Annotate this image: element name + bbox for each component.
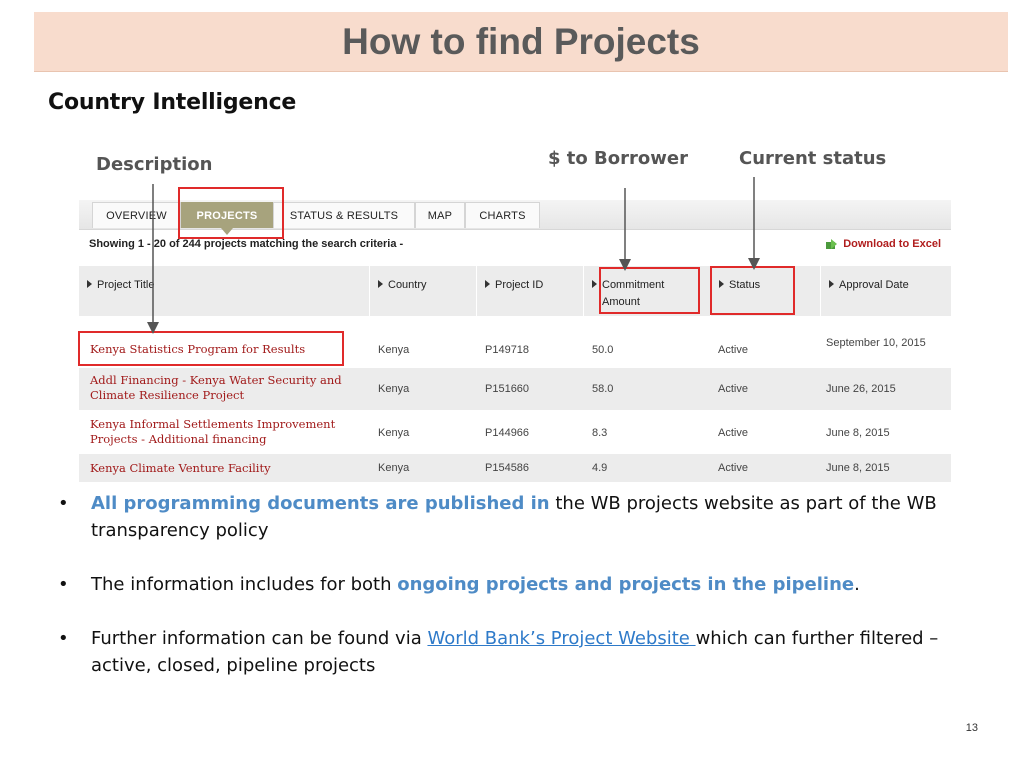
section-title: Country Intelligence <box>48 90 297 115</box>
highlight-box-status <box>710 266 795 315</box>
country-cell: Kenya <box>378 383 410 395</box>
amount-cell: 4.9 <box>592 462 608 474</box>
approval-date-cell: June 26, 2015 <box>826 383 896 395</box>
tab-overview[interactable]: OVERVIEW <box>92 202 181 228</box>
bullet-dot: • <box>58 493 69 514</box>
country-cell: Kenya <box>378 462 410 474</box>
bullet-2-end: . <box>854 574 860 595</box>
table-row <box>79 410 951 454</box>
col-commitment-amount[interactable]: Commitment Amount <box>584 266 711 316</box>
project-id-cell: P144966 <box>485 427 530 439</box>
amount-cell: 58.0 <box>592 383 614 395</box>
approval-date-cell: September 10, 2015 <box>826 337 926 349</box>
results-count: Showing 1 - 20 of 244 projects matching the search criteria - <box>89 238 404 250</box>
table-row <box>79 454 951 482</box>
bullet-3-text: Further information can be found via <box>91 628 428 649</box>
sort-triangle-icon <box>829 280 834 288</box>
tab-map[interactable]: MAP <box>415 202 465 228</box>
col-status[interactable]: Status <box>711 266 821 316</box>
status-cell: Active <box>718 383 748 395</box>
excel-download-icon <box>825 239 838 250</box>
bullet-2-highlight: ongoing projects and projects in the pipeline <box>397 574 855 595</box>
project-title-link[interactable]: Kenya Statistics Program for Results <box>90 342 306 356</box>
project-title-link[interactable]: Kenya Informal Settlements Improvement Projects - Additional financing <box>90 417 336 446</box>
highlight-box-commitment-amount <box>599 267 700 314</box>
project-id-cell: P154586 <box>485 462 530 474</box>
tab-status-results[interactable]: STATUS & RESULTS <box>273 202 415 228</box>
download-to-excel-link[interactable] <box>825 238 941 250</box>
project-title-link[interactable]: Addl Financing - Kenya Water Security and Climate Resilience Project <box>90 373 342 402</box>
bullet-dot: • <box>58 628 69 649</box>
sort-triangle-icon <box>592 280 597 288</box>
download-label: Download to Excel <box>843 238 941 250</box>
col-project-id[interactable]: Project ID <box>477 266 584 316</box>
col-country[interactable]: Country <box>370 266 477 316</box>
callout-current-status: Current status <box>739 148 887 169</box>
sort-triangle-icon <box>485 280 490 288</box>
highlight-box-projects-tab <box>178 187 284 239</box>
project-id-cell: P151660 <box>485 383 530 395</box>
table-header <box>79 266 951 316</box>
col-project-title[interactable]: Project Title <box>79 266 370 316</box>
amount-cell: 8.3 <box>592 427 608 439</box>
highlight-box-project-title <box>78 331 344 366</box>
amount-cell: 50.0 <box>592 344 614 356</box>
approval-date-cell: June 8, 2015 <box>826 427 890 439</box>
bullet-3-rest: which can further filtered – active, closed, pipeline projects <box>91 628 939 676</box>
approval-date-cell: June 8, 2015 <box>826 462 890 474</box>
status-cell: Active <box>718 427 748 439</box>
bullet-dot: • <box>58 574 69 595</box>
country-cell: Kenya <box>378 344 410 356</box>
col-approval-date[interactable]: Approval Date <box>821 266 951 316</box>
page-number: 13 <box>965 722 978 734</box>
slide-title: How to find Projects <box>342 20 700 62</box>
tab-charts[interactable]: CHARTS <box>465 202 540 228</box>
callout-description: Description <box>96 154 213 175</box>
world-bank-project-website-link[interactable]: World Bank’s Project Website <box>427 628 696 649</box>
bullet-2-text: The information includes for both <box>91 574 398 595</box>
bullet-1-text: the WB projects website as part of the WB transparency policy <box>91 493 937 541</box>
country-cell: Kenya <box>378 427 410 439</box>
bullet-1-highlight: All programming documents are published in <box>91 493 550 514</box>
sort-triangle-icon <box>87 280 92 288</box>
status-cell: Active <box>718 462 748 474</box>
project-title-link[interactable]: Kenya Climate Venture Facility <box>90 461 271 475</box>
tab-projects[interactable]: PROJECTS <box>181 202 273 228</box>
title-band <box>34 12 1008 72</box>
table-row <box>79 368 951 410</box>
status-cell: Active <box>718 344 748 356</box>
sort-triangle-icon <box>378 280 383 288</box>
callout-to-borrower: $ to Borrower <box>548 148 688 169</box>
project-id-cell: P149718 <box>485 344 530 356</box>
